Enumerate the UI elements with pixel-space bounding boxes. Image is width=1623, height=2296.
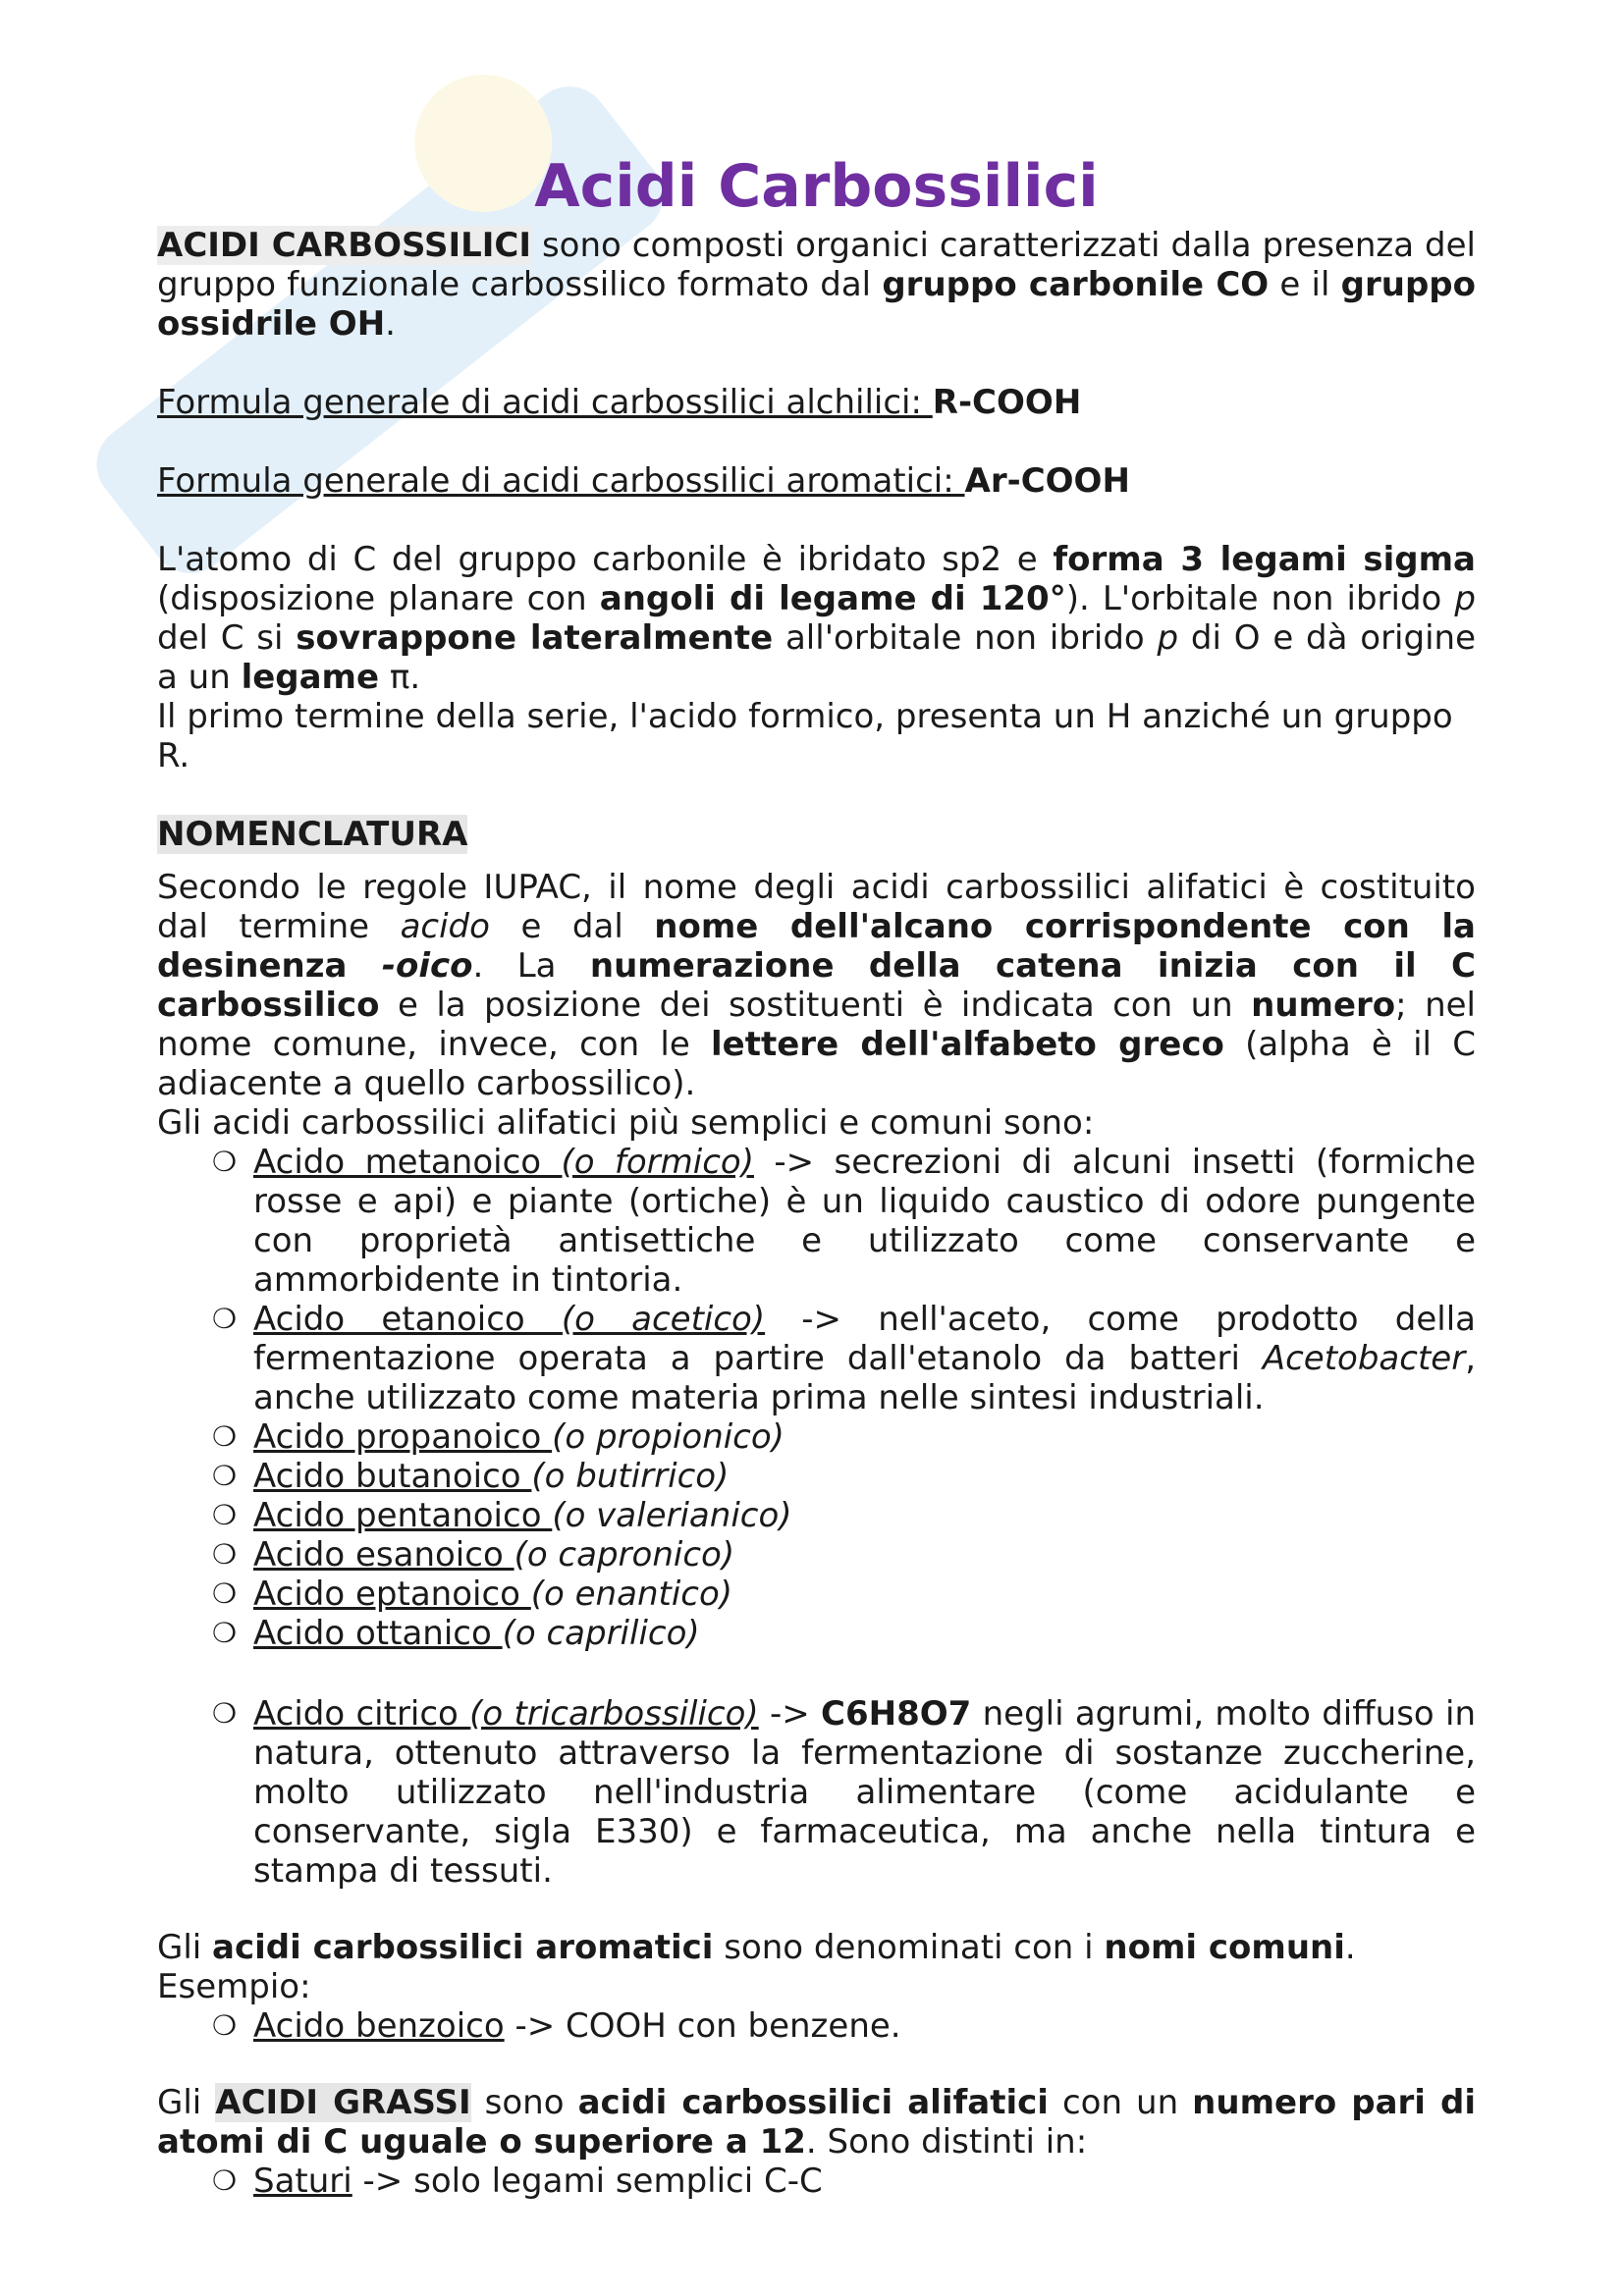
list-item: ❍ Acido ottanico (o caprilico): [212, 1614, 700, 1653]
page-title: Acidi Carbossilici: [534, 152, 1099, 221]
list-item: ❍ Acido etanoico (o acetico) -> nell'aceto, come prodotto della fermentazione operata a partire dall'etanolo da batteri Acetobacter, anche utilizzato come materia prima nelle sintesi industriali.: [212, 1300, 1476, 1417]
list-item: ❍ Acido benzoico -> COOH con benzene.: [212, 2006, 901, 2046]
bullet-icon: ❍: [212, 1617, 238, 1649]
list-item: ❍ Saturi -> solo legami semplici C-C: [212, 2162, 823, 2201]
formula-aromatici: Formula generale di acidi carbossilici aromatici: Ar-COOH: [157, 461, 1130, 501]
bullet-icon: ❍: [212, 1303, 238, 1335]
bullet-icon: ❍: [212, 1538, 238, 1571]
list-item: ❍ Acido metanoico (o formico) -> secrezioni di alcuni insetti (formiche rosse e api) e piante (ortiche) è un liquido caustico di odore pungente con proprietà antisettiche e utilizzato come conservante e ammorbidente in tintoria.: [212, 1143, 1477, 1300]
list-item: ❍ Acido esanoico (o capronico): [212, 1535, 735, 1575]
formula-alchilici: Formula generale di acidi carbossilici alchilici: R-COOH: [157, 383, 1082, 422]
bullet-icon: ❍: [212, 1697, 238, 1730]
aromatici-paragraph: Gli acidi carbossilici aromatici sono denominati con i nomi comuni.: [157, 1928, 1356, 1967]
list-item: ❍ Acido eptanoico (o enantico): [212, 1575, 733, 1614]
document-page: [157, 0, 1476, 2201]
bullet-icon: ❍: [212, 1460, 238, 1492]
atomo-paragraph: L'atomo di C del gruppo carbonile è ibridato sp2 e forma 3 legami sigma (disposizione planare con angoli di legame di 120°). L'orbitale non ibrido p del C si sovrappone lateralmente all'orbitale non ibrido p di O e dà origine a un legame π.: [157, 540, 1477, 697]
list-item: ❍ Acido pentanoico (o valerianico): [212, 1496, 792, 1535]
intro-paragraph: ACIDI CARBOSSILICI sono composti organici caratterizzati dalla presenza del gruppo funzionale carbossilico formato dal gruppo carbonile CO e il gruppo ossidrile OH.: [157, 226, 1477, 344]
acido-citrico-list: [157, 1694, 1476, 1891]
aromatici-list: [157, 2006, 1476, 2046]
nomenclatura-heading: NOMENCLATURA: [157, 815, 468, 854]
list-gap: [157, 1653, 1476, 1694]
nomenclatura-paragraph: Secondo le regole IUPAC, il nome degli acidi carbossilici alifatici è costituito dal termine acido e dal nome dell'alcano corrispondente con la desinenza -oico. La numerazione della catena inizia con il C carbossilico e la posizione dei sostituenti è indicata con un numero; nel nome comune, invece, con le lettere dell'alfabeto greco (alpha è il C adiacente a quello carbossilico).: [157, 868, 1477, 1103]
bullet-icon: ❍: [212, 2164, 238, 2197]
acidi-alifatici-list: [157, 1143, 1476, 1653]
esempio-label: Esempio:: [157, 1967, 311, 2006]
list-item: ❍ Acido citrico (o tricarbossilico) -> C6H8O7 negli agrumi, molto diffuso in natura, ottenuto attraverso la fermentazione di sostanze zuccherine, molto utilizzato nell'industria alimentare (come acidulante e conservante, sigla E330) e farmaceutica, ma anche nella tintura e stampa di tessuti.: [212, 1694, 1477, 1891]
bullet-icon: ❍: [212, 1146, 238, 1178]
bullet-icon: ❍: [212, 1577, 238, 1610]
bullet-icon: ❍: [212, 2009, 238, 2042]
intro-term: ACIDI CARBOSSILICI: [157, 226, 532, 265]
bullet-icon: ❍: [212, 1420, 238, 1453]
primo-termine: Il primo termine della serie, l'acido formico, presenta un H anziché un gruppo R.: [157, 697, 1453, 775]
grassi-list: [157, 2162, 1476, 2201]
list-item: ❍ Acido propanoico (o propionico): [212, 1417, 784, 1457]
list-item: ❍ Acido butanoico (o butirrico): [212, 1457, 730, 1496]
nomenclatura-list-intro: Gli acidi carbossilici alifatici più semplici e comuni sono:: [157, 1103, 1095, 1143]
grassi-paragraph: Gli ACIDI GRASSI sono acidi carbossilici alifatici con un numero pari di atomi di C uguale o superiore a 12. Sono distinti in:: [157, 2083, 1477, 2162]
bullet-icon: ❍: [212, 1499, 238, 1531]
